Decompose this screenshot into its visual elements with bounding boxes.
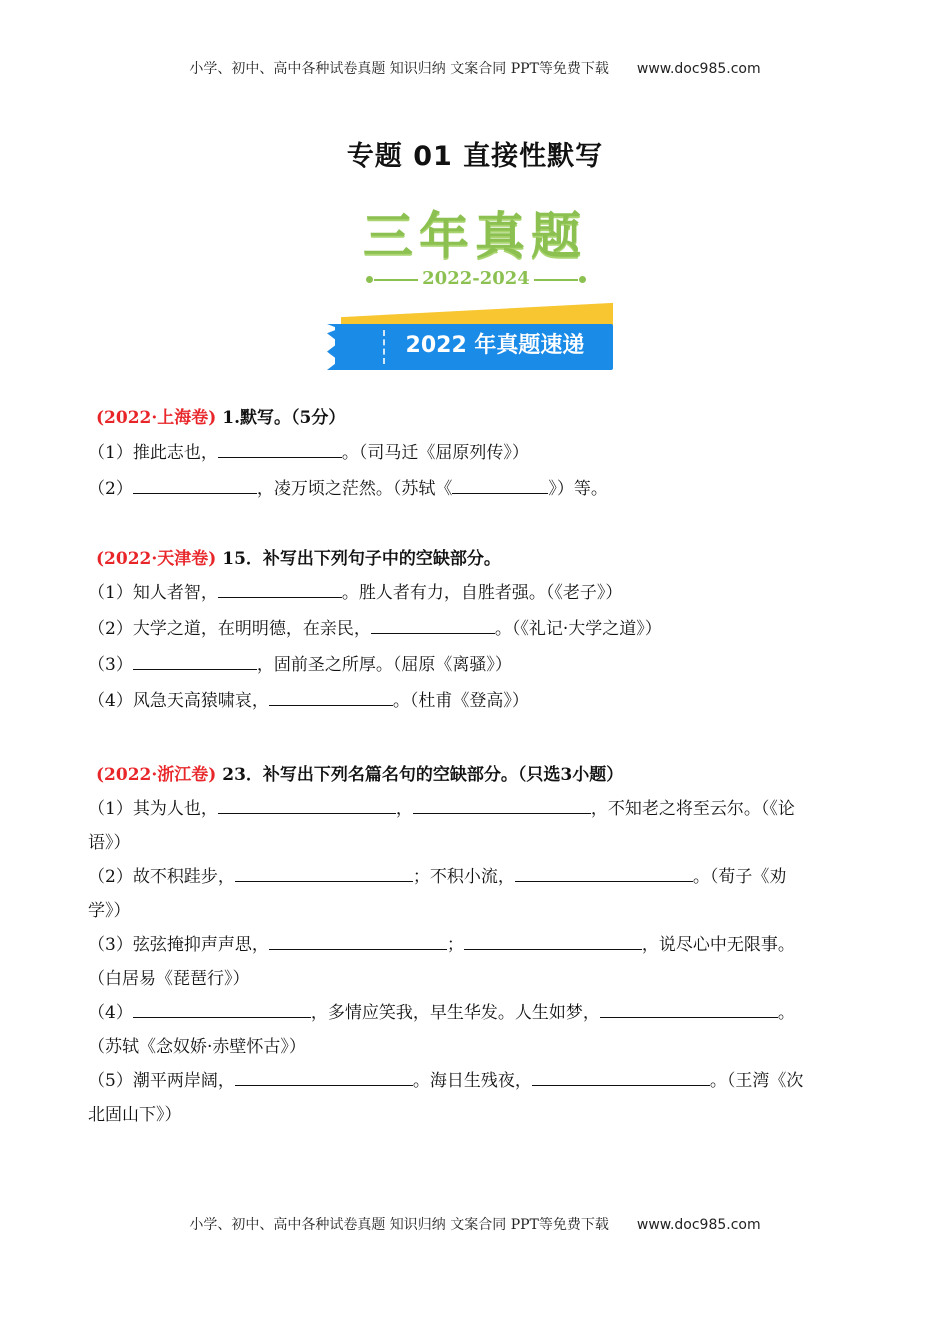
answer-blank[interactable] [269,689,393,706]
answer-blank[interactable] [600,1001,778,1018]
question-item [88,996,868,1030]
answer-blank[interactable] [371,617,495,634]
tag-notch [327,324,347,370]
answer-blank[interactable] [532,1069,710,1086]
answer-blank[interactable] [133,477,257,494]
question-item-continued: 北固山下》） [88,1105,182,1125]
question-item-continued: 学》） [88,901,131,921]
question-source: (2022·天津卷) [96,549,217,569]
answer-blank[interactable] [133,1001,311,1018]
answer-blank[interactable] [464,933,642,950]
item-text: 。海日生残夜， [412,1071,532,1091]
years-divider [366,268,586,292]
answer-blank[interactable] [218,581,342,598]
question-item [88,860,868,894]
page-header [0,58,950,78]
answer-blank[interactable] [452,477,548,494]
answer-blank[interactable] [413,797,591,814]
answer-blank[interactable] [218,797,396,814]
answer-blank[interactable] [218,441,342,458]
question-item-continued: （苏轼《念奴娇·赤壁怀古》） [88,1037,306,1057]
item-text: （5）潮平两岸阔， [88,1071,235,1091]
item-text: （3） [88,655,133,675]
item-text: ，不知老之将至云尔。（《论 [590,799,795,819]
question-heading [96,544,501,569]
question-title: 15．补写出下列句子中的空缺部分。 [222,549,501,569]
footer-text: 小学、初中、高中各种试卷真题 知识归纳 文案合同 PPT等免费下载 [189,1217,609,1233]
answer-blank[interactable] [235,1069,413,1086]
item-text: （1）其为人也， [88,799,218,819]
footer-url[interactable]: www.doc985.com [636,1217,761,1233]
item-text: （4） [88,1003,133,1023]
answer-blank[interactable] [269,933,447,950]
item-text: （4）风急天高猿啸哀， [88,691,269,711]
item-text: （3）弦弦掩抑声声思， [88,935,269,955]
answer-blank[interactable] [515,865,693,882]
question-source: (2022·浙江卷) [96,765,217,785]
question-item [88,576,868,610]
item-text: 。（《礼记·大学之道》） [494,619,662,639]
question-heading [96,760,623,785]
item-text: （2）大学之道，在明明德，在亲民， [88,619,371,639]
item-text: 》）等。 [548,479,608,499]
question-item [88,928,868,962]
question-item-continued: （白居易《琵琶行》） [88,969,250,989]
item-text: （1）知人者智， [88,583,218,603]
question-title: 1.默写。（5分） [222,408,346,428]
question-source: (2022·上海卷) [96,408,217,428]
item-text: （1）推此志也， [88,443,218,463]
question-title: 23．补写出下列名篇名句的空缺部分。（只选3小题） [222,765,624,785]
item-text: 。（司马迁《屈原列传》） [341,443,529,463]
item-text: ，凌万顷之茫然。（苏轼《 [256,479,453,499]
item-text: 。胜人者有力，自胜者强。（《老子》） [341,583,623,603]
item-text: 。（杜甫《登高》） [392,691,529,711]
question-item [88,684,868,718]
item-text: ，多情应笑我，早生华发。人生如梦， [310,1003,600,1023]
question-item [88,612,868,646]
section-tag [325,308,615,374]
item-text: （2） [88,479,133,499]
section-tag-label: 2022 年真题速递 [405,333,585,358]
years-range: 2022-2024 [422,268,530,289]
item-text: 。（王湾《次 [709,1071,804,1091]
banner-title: 三年真题 [363,207,587,265]
question-item [88,792,868,826]
page-footer [0,1214,950,1234]
question-item [88,648,868,682]
item-text: 。（荀子《劝 [692,867,787,887]
divider-dot [579,276,586,283]
question-item [88,436,868,470]
header-url[interactable]: www.doc985.com [636,61,761,77]
question-item [88,472,868,506]
divider-line [534,279,578,281]
question-item [88,1064,868,1098]
item-text: ，固前圣之所厚。（屈原《离骚》） [256,655,512,675]
item-text: ， [395,799,413,819]
answer-blank[interactable] [133,653,257,670]
question-heading [96,403,345,428]
item-text: （2）故不积跬步， [88,867,235,887]
item-text: ，说尽心中无限事。 [641,935,795,955]
answer-blank[interactable] [235,865,413,882]
page-title: 专题 01 直接性默写 [346,141,604,172]
item-text: ； [446,935,464,955]
item-text: ；不积小流， [412,867,515,887]
header-text: 小学、初中、高中各种试卷真题 知识归纳 文案合同 PPT等免费下载 [189,61,609,77]
question-item-continued: 语》） [88,833,131,853]
item-text: 。 [777,1003,795,1023]
